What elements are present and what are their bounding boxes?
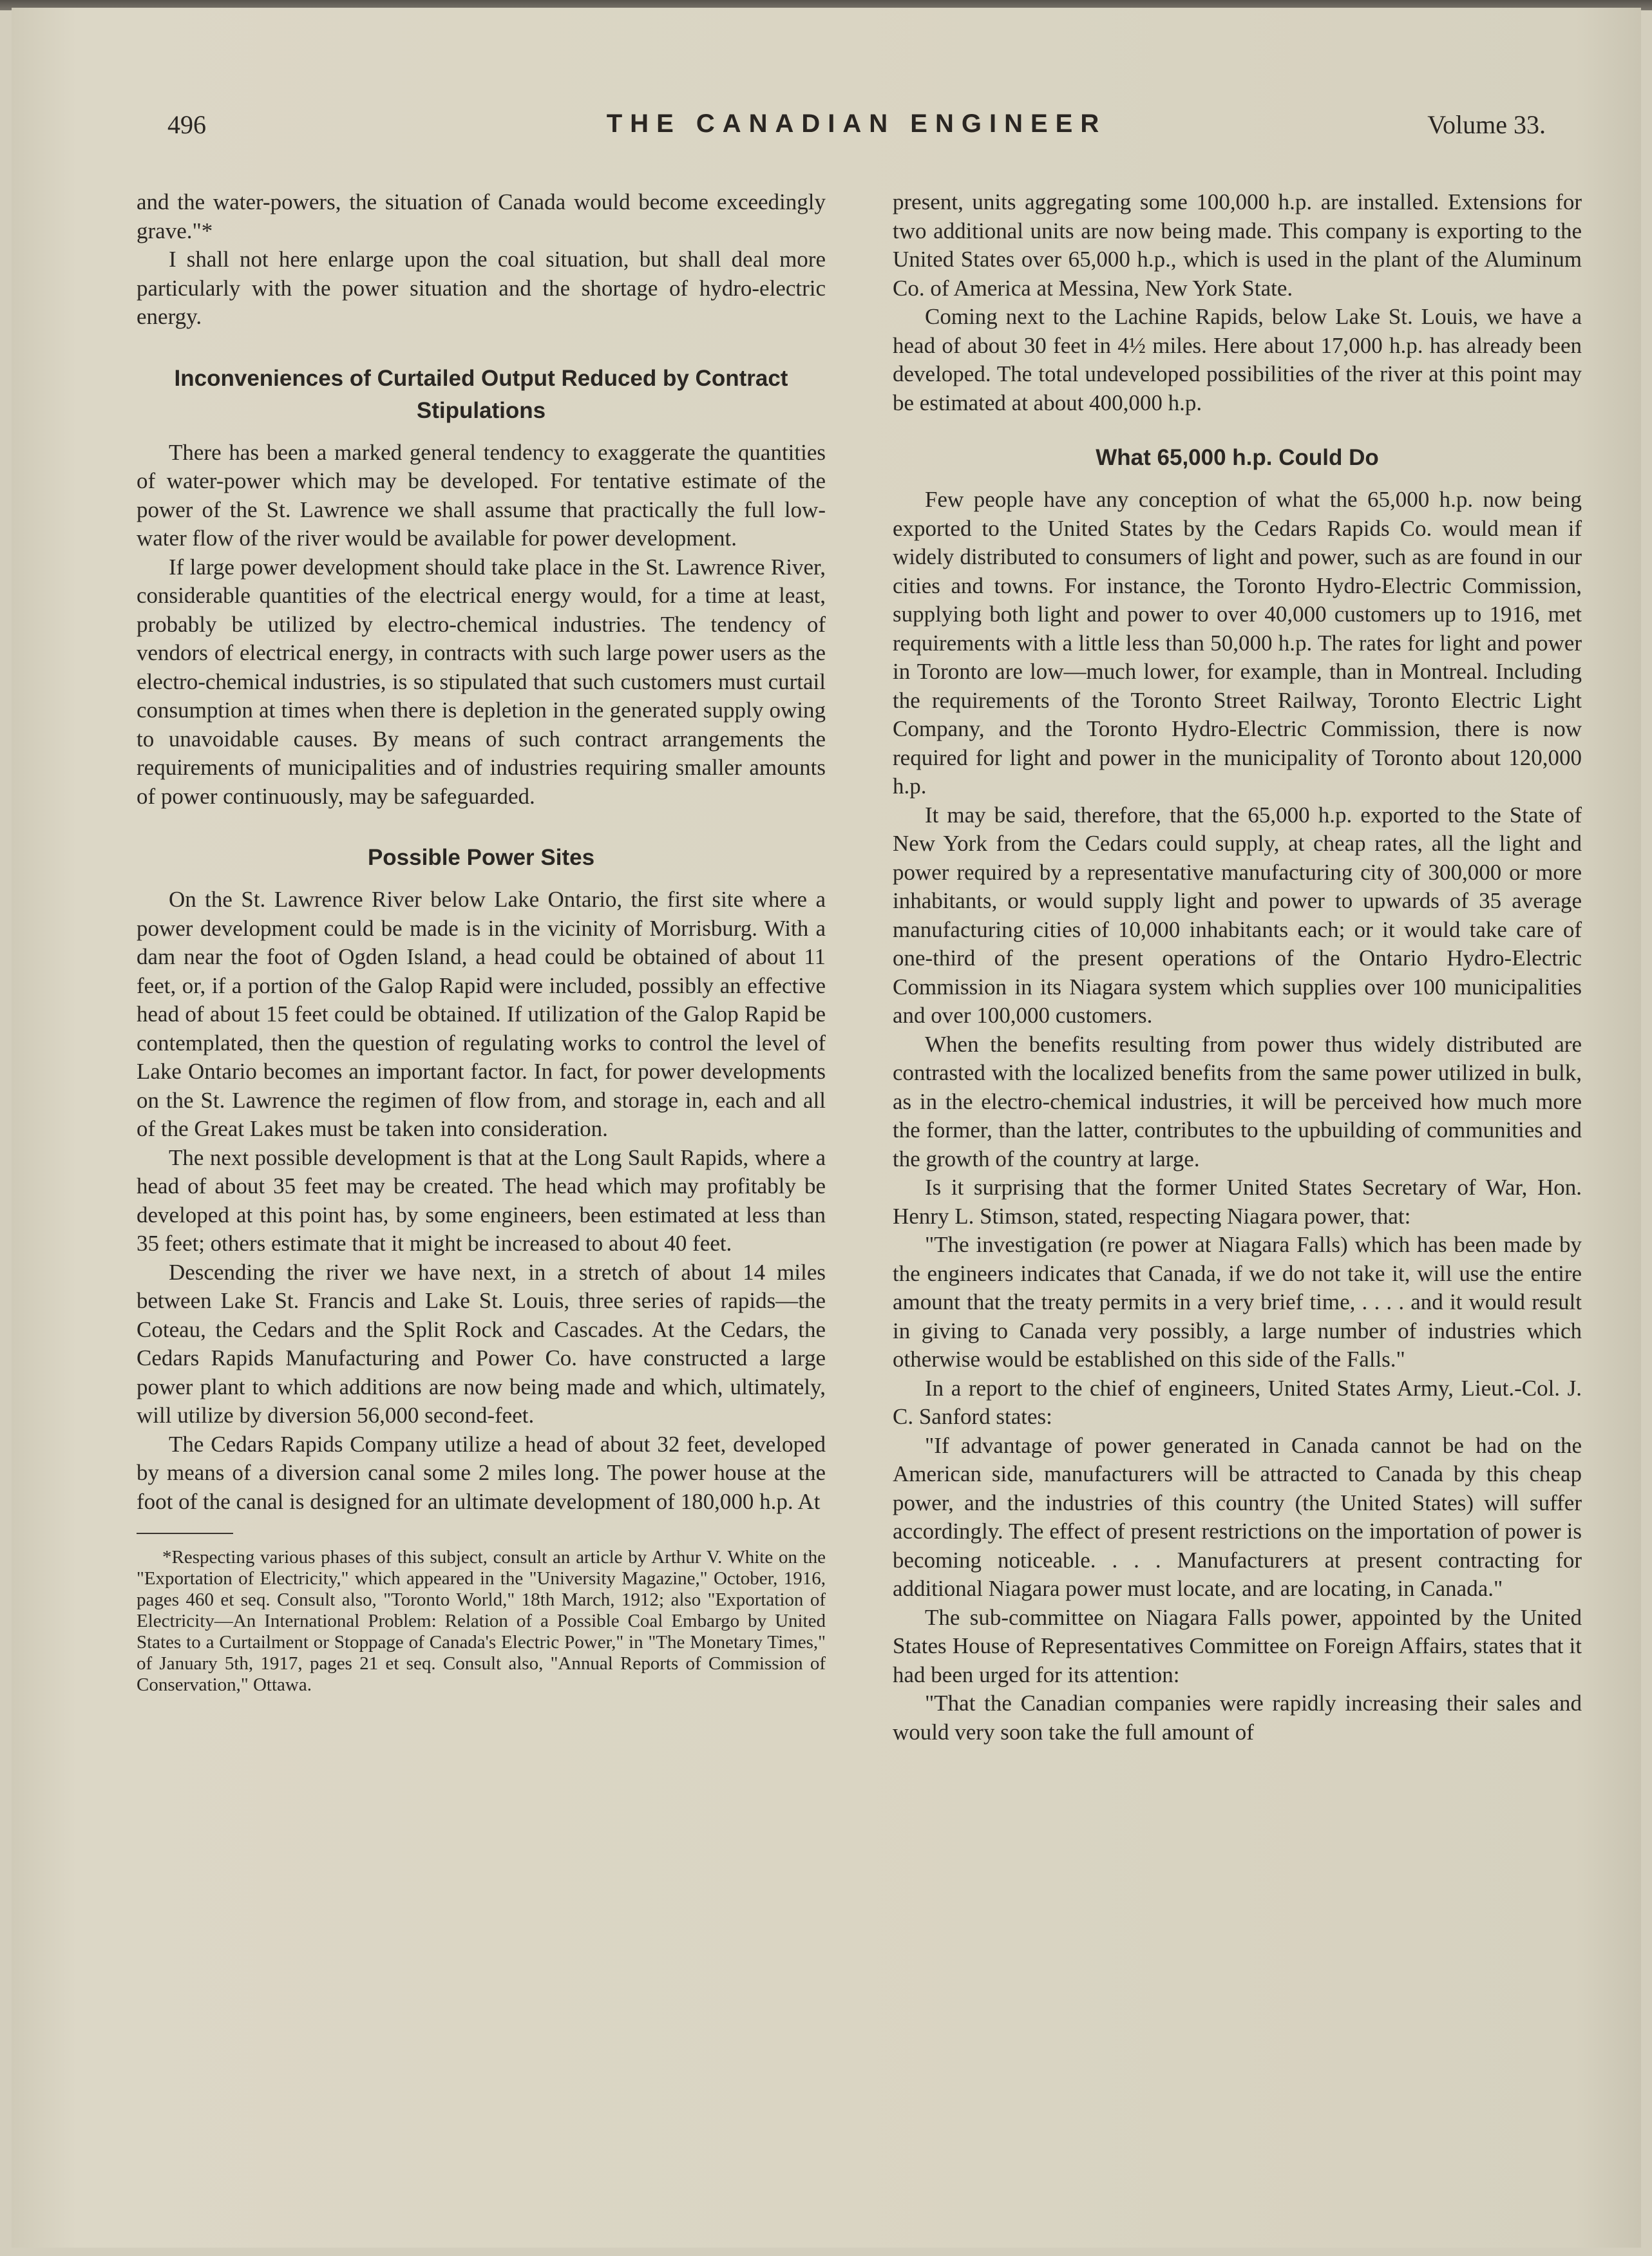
paragraph: Descending the river we have next, in a stretch of about 14 miles between Lake St. Francis and Lake St. Louis, three series of rapids—the Coteau, the Cedars and the Split Rock and Cascades. At the Cedars, the Cedars Rapids Manufacturing and Power Co. have constructed a large power plant to which additions are now being made and which, ultimately, will utilize by diversion 56,000 second-feet. <box>137 1259 826 1428</box>
paragraph: Few people have any conception of what the 65,000 h.p. now being exported to the United States by the Cedars Rapids Co. would mean if widely distributed to consumers of light and power, such as are found in our cities and towns. For instance, the Toronto Hydro-Electric Commission, supplying both light and power to over 40,000 customers up to 1916, met requirements with a little less than 50,000 h.p. The rates for light and power in Toronto are low—much lower, for example, than in Montreal. Including the requirements of the Toronto Street Railway, Toronto Electric Light Company, and the Toronto Hydro-Electric Commission, there is now required for light and power in the municipality of Toronto about 120,000 h.p. <box>893 487 1582 799</box>
paragraph: If large power development should take place in the St. Lawrence River, considerable quantities of the electrical energy would, for a time at least, probably be utilized by electro-chemical industries. The tendency of vendors of electrical energy, in contracts with such large power users as the electro-chemical industries, is so stipulated that such customers must curtail consumption at times when there is depletion in the generated supply owing to unavoidable causes. By means of such contract arrangements the requirements of municipalities and of industries requiring smaller amounts of power continuously, may be safeguarded. <box>137 554 826 809</box>
section-heading: Inconveniences of Curtailed Output Reduced by Contract Stipulations <box>174 365 788 423</box>
paragraph: In a report to the chief of engineers, United States Army, Lieut.-Col. J. C. Sanford states: <box>893 1375 1582 1429</box>
paragraph: "If advantage of power generated in Canada cannot be had on the American side, manufacturers will be attracted to Canada by this cheap power, and the industries of this country (the United States) will suffer accordingly. The effect of present restrictions on the importation of power is becoming noticeable. . . . Manufacturers at present contracting for additional Niagara power must locate, and are locating, in Canada." <box>893 1432 1582 1601</box>
journal-title: THE CANADIAN ENGINEER <box>606 109 1107 138</box>
paragraph: When the benefits resulting from power thus widely distributed are contrasted with the localized benefits from the same power utilized in bulk, as in the electro-chemical industries, it will be perceived how much more the former, than the latter, contributes to the upbuilding of communities and the growth of the country at large. <box>893 1031 1582 1171</box>
section-heading: What 65,000 h.p. Could Do <box>1096 445 1379 470</box>
volume-label: Volume 33. <box>1427 110 1546 139</box>
paragraph: On the St. Lawrence River below Lake Ontario, the first site where a power development could be made is in the vicinity of Morrisburg. With a dam near the foot of Ogden Island, a head could be obtained of about 11 feet, or, if a portion of the Galop Rapid were included, possibly an effective head of about 15 feet could be obtained. If utilization of the Galop Rapid be contemplated, then the question of regulating works to control the level of Lake Ontario becomes an important factor. In fact, for power developments on the St. Lawrence the regimen of flow from, and storage in, each and all of the Great Lakes must be taken into consideration. <box>137 887 826 1141</box>
paragraph: The next possible development is that at the Long Sault Rapids, where a head of about 35 feet may be created. The head which may profitably be developed at this point has, by some engineers, been estimated at less than 35 feet; others estimate that it might be increased to about 40 feet. <box>137 1144 826 1256</box>
paragraph: "That the Canadian companies were rapidly increasing their sales and would very soon take the full amount of <box>893 1691 1582 1745</box>
right-column <box>893 188 1582 1747</box>
footnote: *Respecting various phases of this subject, consult an article by Arthur V. White on the "Exportation of Electricity," which appeared in the "University Magazine," October, 1916, pages 460 et seq. Consult also, "Toronto World," 18th March, 1912; also "Exportation of Electricity—An International Problem: Relation of a Possible Coal Embargo by United States to a Curtailment or Stoppage of Canada's Electric Power," in "The Monetary Times," of January 5th, 1917, pages 21 et seq. Consult also, "Annual Reports of Commission of Conservation," Ottawa. <box>137 1547 826 1695</box>
paragraph: "The investigation (re power at Niagara Falls) which has been made by the engineers indicates that Canada, if we do not take it, will use the entire amount that the treaty permits in a very brief time, . . . . and it would result in giving to Canada very possibly, a large number of industries which otherwise would be established on this side of the Falls." <box>893 1232 1582 1372</box>
paragraph: The Cedars Rapids Company utilize a head of about 32 feet, developed by means of a diversion canal some 2 miles long. The power house at the foot of the canal is designed for an ultimate development of 180,000 h.p. At <box>137 1431 826 1514</box>
paragraph: There has been a marked general tendency to exaggerate the quantities of water-power which may be developed. For tentative estimate of the power of the St. Lawrence we shall assume that practically the full low-water flow of the river would be available for power development. <box>137 439 826 551</box>
paragraph: present, units aggregating some 100,000 h.p. are installed. Extensions for two additional units are now being made. This company is exporting to the United States over 65,000 h.p., which is used in the plant of the Aluminum Co. of America at Messina, New York State. <box>893 189 1582 301</box>
left-column <box>137 188 826 1696</box>
paragraph: Is it surprising that the former United States Secretary of War, Hon. Henry L. Stimson, stated, respecting Niagara power, that: <box>893 1175 1582 1229</box>
paragraph: The sub-committee on Niagara Falls power, appointed by the United States House of Representatives Committee on Foreign Affairs, states that it had been urged for its attention: <box>893 1604 1582 1687</box>
paragraph: It may be said, therefore, that the 65,000 h.p. exported to the State of New York from the Cedars could supply, at cheap rates, all the light and power required by a representative manufacturing city of 300,000 or more inhabitants, or would supply light and power to upwards of 35 average manufacturing cities of 10,000 inhabitants each; or it would take care of one-third of the present operations of the Ontario Hydro-Electric Commission in its Niagara system which supplies over 100 municipalities and over 100,000 customers. <box>893 802 1582 1028</box>
section-heading: Possible Power Sites <box>367 845 595 870</box>
footnote-rule <box>137 1533 233 1534</box>
page-header <box>167 109 1546 155</box>
paragraph: and the water-powers, the situation of Canada would become exceedingly grave."* <box>137 189 826 243</box>
page-number: 496 <box>167 110 206 139</box>
paragraph: I shall not here enlarge upon the coal situation, but shall deal more particularly with the power situation and the shortage of hydro-electric energy. <box>137 247 826 329</box>
paragraph: Coming next to the Lachine Rapids, below Lake St. Louis, we have a head of about 30 feet in 4½ miles. Here about 17,000 h.p. has already been developed. The total undeveloped possibilities of the river at this point may be estimated at about 400,000 h.p. <box>893 304 1582 415</box>
